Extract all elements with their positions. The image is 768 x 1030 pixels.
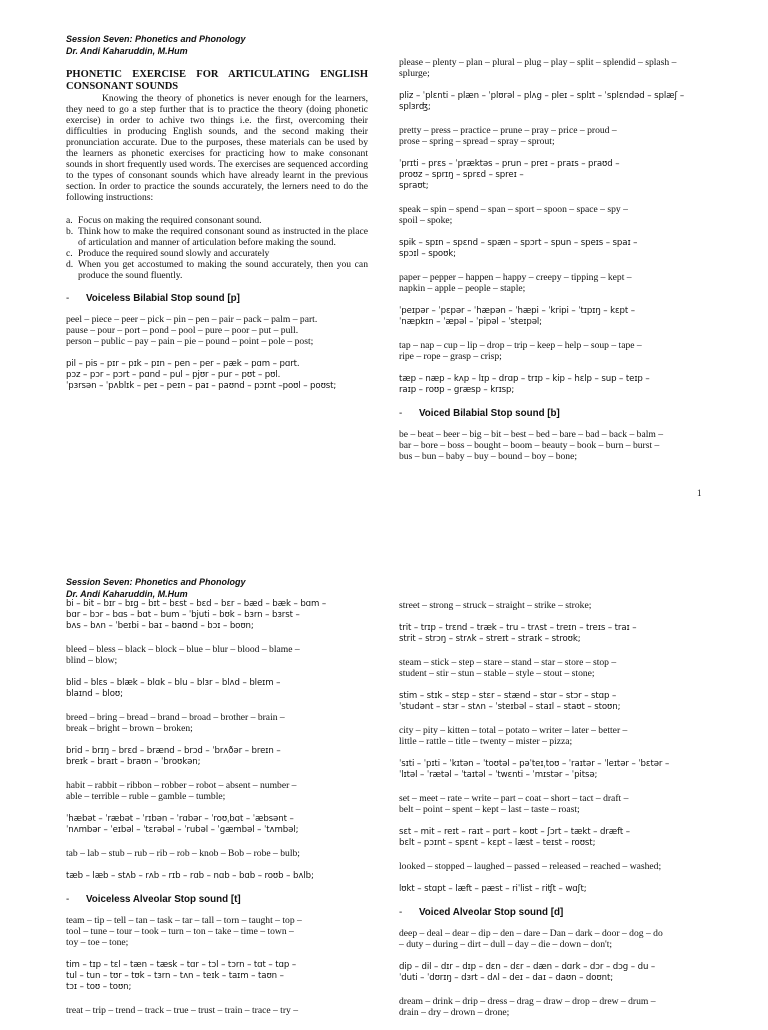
word-list: breed – bring – bread – brand – broad – brother – brain – break – bright – brown – broken; (66, 712, 285, 734)
phonetic-list: pliz – ˈplɛnti – plæn – ˈplʊrəl – plʌg – pleɪ – splɪt – ˈsplɛndəd – splæʃ – splɜrʤ; (399, 91, 685, 112)
word-list: dream – drink – drip – dress – drag – draw – drop – drew – drum – drain – dry – drown – drone; (399, 996, 656, 1018)
phonetic-list: tæp – næp – kʌp – lɪp – drɑp – trɪp – kip – hɛlp – sup – teɪp – raɪp – roʊp – græsp – krɪsp; (399, 374, 650, 395)
phonetic-list: ˈpeɪpər – ˈpɛpər – ˈhæpən – ˈhæpi – ˈkripi – ˈtɪpɪŋ – kɛpt – ˈnæpkɪn – ˈæpəl – ˈpipəl – ˈsteɪpəl; (399, 306, 635, 327)
phonetic-list: sɛt – mit – reɪt – raɪt – pɑrt – koʊt – ʃɔrt – tækt – dræft – bɛlt – pɔɪnt – spɛnt – kɛpt – læst – teɪst – roʊst; (399, 827, 630, 848)
phonetic-list: ˈhæbət – ˈræbət – ˈrɪbən – ˈrɑbər – ˈroʊˌbɑt – ˈæbsənt – ˈnʌmbər – ˈeɪbəl – ˈtɛrəbəl – ˈrubəl – ˈgæmbəl – ˈtʌmbəl; (66, 814, 299, 835)
word-list: pretty – press – practice – prune – pray – price – proud – prose – spring – spread – spray – sprout; (399, 125, 617, 147)
instruction-item: a. Focus on making the required consonant sound. (66, 215, 262, 226)
word-list: speak – spin – spend – span – sport – spoon – space – spy – spoil – spoke; (399, 204, 628, 226)
word-list-d: deep – deal – dear – dip – den – dare – Dan – dark – door – dog – do – duty – during – dirt – dull – day – die – down – don't; (399, 928, 663, 950)
instruction-item: c. Produce the required sound slowly and accurately (66, 248, 270, 259)
left-column (66, 599, 368, 1028)
word-list: street – strong – struck – straight – strike – stroke; (399, 600, 592, 611)
phonetic-list-t: tim – tɪp – tɛl – tæn – tæsk – tɑr – tɔl – tɔrn – tɑt – tɑp – tul – tun – tʊr – tʊk – tɜrn – tʌn – teɪk – taɪm – taʊn – tɔɪ – toʊ – toʊn; (66, 960, 297, 992)
header-author: Dr. Andi Kaharuddin, M.Hum (66, 46, 188, 56)
page-header (66, 33, 246, 57)
phonetic-list: spik – spɪn – spɛnd – spæn – spɔrt – spun – speɪs – spaɪ – spɔɪl – spoʊk; (399, 238, 638, 259)
word-list-b: be – beat – beer – big – bit – best – bed – bare – bad – back – balm – bar – bore – boss – bought – boom – beauty – book – burn – burst – bus – bun – baby – buy – bound – boy – bone; (399, 429, 664, 462)
phonetic-list-p: pil – pis – pɪr – pɪk – pɪn – pen – per – pæk – pɑm – pɑrt. pɔz – pɔr – pɔrt – pɑnd – pul – pjʊr – pur – pʊt – pʊl. ˈpɜrsən – ˈpʌblɪk – peɪ – peɪn – paɪ – paʊnd – pɔɪnt –poʊl – poʊst; (66, 359, 337, 391)
phonetic-list: ˈprɪti – prɛs – ˈpræktəs – prun – preɪ – praɪs – praʊd – proʊz – sprɪŋ – sprɛd – spreɪ – spraʊt; (399, 159, 620, 191)
section-heading-d: - Voiced Alveolar Stop sound [d] (399, 907, 564, 918)
phonetic-list: bi – bit – bɪr – bɪg – bɪt – bɛst – bɛd – bɛr – bæd – bæk – bɑm – bɑr – bɔr – bɑs – bɑt – bum – ˈbjuti – bʊk – bɜrn – bɜrst – bʌs – bʌn – ˈbeɪbi – baɪ – baʊnd – bɔɪ – boʊn; (66, 599, 327, 631)
phonetic-list-d: dip – dil – dɪr – dɪp – dɛn – dɛr – dæn – dɑrk – dɔr – dɔg – du – ˈduti – ˈdʊrɪŋ – dɜrt – dʌl – deɪ – daɪ – daʊn – doʊnt; (399, 962, 656, 983)
section-heading-b: - Voiced Bilabial Stop sound [b] (399, 408, 560, 419)
phonetic-list: brid – brɪŋ – brɛd – brænd – brɔd – ˈbrʌðər – breɪn – breɪk – braɪt – braʊn – ˈbroʊkən; (66, 746, 281, 767)
right-column (399, 57, 703, 474)
word-list-t: team – tip – tell – tan – task – tar – tall – torn – taught – top – tool – tune – tour – took – turn – ton – take – time – town – toy – toe – tone; (66, 915, 302, 948)
section-heading-p: - Voiceless Bilabial Stop sound [p] (66, 293, 240, 304)
word-list: steam – stick – step – stare – stand – star – store – stop – student – stir – stun – stable – style – stout – stone; (399, 657, 617, 679)
word-list: city – pity – kitten – total – potato – writer – later – better – little – rattle – title – twenty – mister – pizza; (399, 725, 628, 747)
header-session: Session Seven: Phonetics and Phonology (66, 34, 246, 44)
word-list: bleed – bless – black – block – blue – blur – blood – blame – blind – blow; (66, 644, 300, 666)
phonetic-list: lʊkt – stɑpt – læft – pæst – riˈlist – riʧt – wɑʃt; (399, 884, 587, 894)
intro-paragraph: Knowing the theory of phonetics is never enough for the learners, they need to go a step further that is to practice the theory (doing phonetic exercise) in order to achive two things i.e. the first, overcoming their difficulties in producing English sounds, and the second making their pronunciation accurate. Due to the purposes, these materials can be used by the learners as phonetic exercises for practicing how to make consonant sounds in short frequently used words. The exercises are sequenced according to the types of consonant sounds which have already learnt in the previous section. In order to practice the sounds accurately, the lerners need to do the following instructions: (66, 93, 368, 203)
page-number: 1 (697, 488, 702, 498)
header-author: Dr. Andi Kaharuddin, M.Hum (66, 589, 188, 599)
document-page-2 (0, 570, 768, 1024)
word-list: tap – nap – cup – lip – drop – trip – keep – help – soup – tape – ripe – rope – grasp – crisp; (399, 340, 642, 362)
word-list: paper – pepper – happen – happy – creepy – tipping – kept – napkin – apple – people – staple; (399, 272, 632, 294)
word-list: set – meet – rate – write – part – coat – short – tact – draft – belt – point – spent – kept – last – taste – roast; (399, 793, 629, 815)
instruction-list (66, 215, 368, 281)
word-list: treat – trip – trend – track – true – trust – train – trace – try – (66, 1005, 299, 1016)
instruction-item: b. Think how to make the required consonant sound as instructed in the place of articulation and manner of articulation before making the sound. (66, 226, 368, 248)
right-column (399, 600, 705, 1030)
word-list: habit – rabbit – ribbon – robber – robot – absent – number – able – terrible – ruble – gamble – tumble; (66, 780, 297, 802)
phonetic-list: ˈsɪti – ˈpɪti – ˈkɪtən – ˈtoʊtəl – pəˈteɪˌtoʊ – ˈraɪtər – ˈleɪtər – ˈbɛtər – ˈlɪtəl – ˈrætəl – ˈtaɪtəl – ˈtwɛnti – ˈmɪstər – ˈpitsə; (399, 759, 670, 780)
left-column (66, 69, 368, 404)
phonetic-list: tæb – læb – stʌb – rʌb – rɪb – rɑb – nɑb – bɑb – roʊb – bʌlb; (66, 871, 314, 881)
instruction-item: d. When you get accostumed to making the sound accurately, then you can produce the sound fluently. (66, 259, 368, 281)
phonetic-list: trit – trɪp – trɛnd – træk – tru – trʌst – treɪn – treɪs – traɪ – strit – strɔŋ – strʌk – streɪt – straɪk – stroʊk; (399, 623, 637, 644)
word-list: please – plenty – plan – plural – plug – play – split – splendid – splash – splurge; (399, 57, 677, 79)
word-list-p: peel – piece – peer – pick – pin – pen – pair – pack – palm – part. pause – pour – port – pond – pool – pure – poor – put – pull. person – public – pay – pain – pie – pound – point – pole – post; (66, 314, 318, 347)
word-list: looked – stopped – laughed – passed – released – reached – washed; (399, 861, 662, 872)
phonetic-list: blid – blɛs – blæk – blɑk – blu – blɜr – blʌd – bleɪm – blaɪnd – bloʊ; (66, 678, 281, 699)
page-header (66, 576, 246, 600)
page-gap (0, 540, 768, 570)
section-heading-t: - Voiceless Alveolar Stop sound [t] (66, 894, 241, 905)
word-list: tab – lab – stub – rub – rib – rob – knob – Bob – robe – bulb; (66, 848, 300, 859)
phonetic-list: stim – stɪk – stɛp – stɛr – stænd – stɑr – stɔr – stɑp – ˈstudənt – stɜr – stʌn – ˈsteɪbəl – staɪl – staʊt – stoʊn; (399, 691, 621, 712)
header-session: Session Seven: Phonetics and Phonology (66, 577, 246, 587)
document-title: PHONETIC EXERCISE FOR ARTICULATING ENGLISH CONSONANT SOUNDS (66, 69, 368, 92)
